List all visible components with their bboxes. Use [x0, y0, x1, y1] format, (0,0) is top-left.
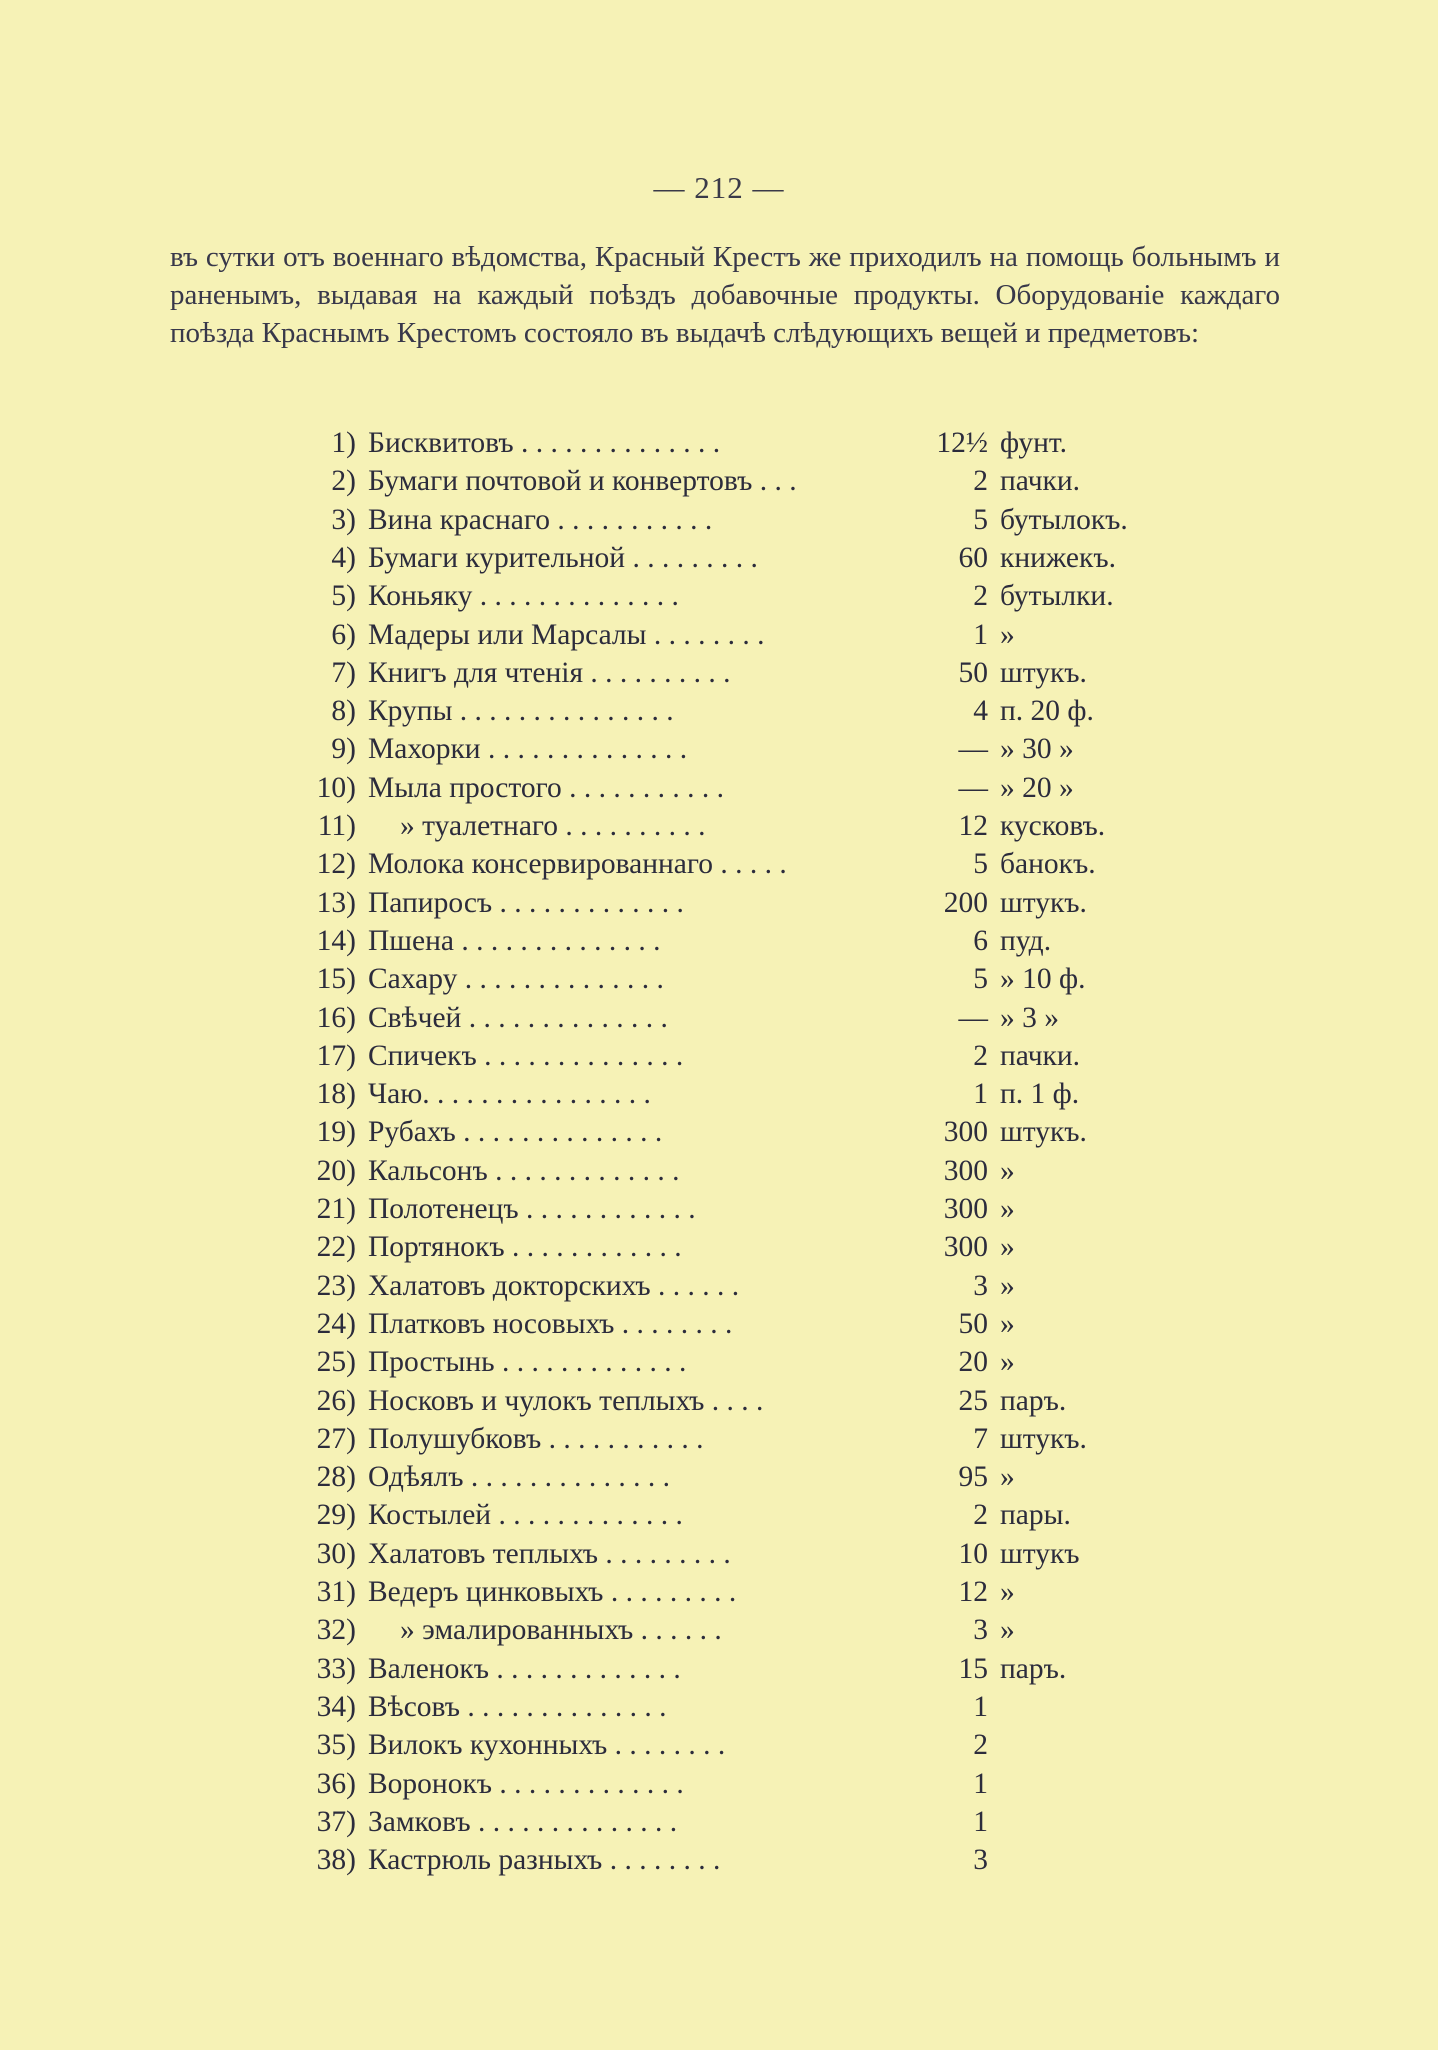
item-unit: банокъ.	[1000, 848, 1096, 881]
item-number: 35)	[316, 1729, 356, 1762]
list-item	[0, 1343, 1438, 1381]
list-item	[0, 769, 1438, 807]
item-name: Бумаги курительной . . . . . . . . .	[368, 541, 758, 574]
list-item	[0, 1765, 1438, 1803]
item-unit: »	[1000, 618, 1015, 651]
item-number: 28)	[316, 1461, 356, 1494]
list-item	[0, 1113, 1438, 1151]
item-number: 3)	[331, 503, 356, 536]
item-unit: п. 1 ф.	[1000, 1078, 1080, 1111]
item-quantity: 50	[958, 1307, 988, 1340]
list-item	[0, 730, 1438, 768]
item-name: Ведеръ цинковыхъ . . . . . . . . .	[368, 1576, 737, 1608]
item-number: 1)	[331, 427, 356, 459]
item-name: Полотенецъ . . . . . . . . . . . .	[368, 1193, 696, 1225]
item-name: Одѣялъ . . . . . . . . . . . . . .	[368, 1461, 670, 1494]
item-quantity: —	[958, 1001, 988, 1034]
list-item	[0, 1458, 1438, 1496]
list-item	[0, 1726, 1438, 1764]
item-quantity: 7	[973, 1422, 988, 1455]
item-name: Валенокъ . . . . . . . . . . . . .	[368, 1652, 681, 1685]
item-unit: » 30 »	[1000, 733, 1074, 766]
item-unit: »	[1000, 1154, 1015, 1187]
item-number: 18)	[316, 1078, 356, 1111]
item-number: 10)	[316, 771, 356, 804]
list-item	[0, 884, 1438, 922]
item-number: 32)	[316, 1614, 356, 1647]
list-item	[0, 462, 1438, 500]
item-number: 29)	[316, 1499, 356, 1532]
list-item	[0, 1535, 1438, 1573]
list-item	[0, 1037, 1438, 1075]
item-quantity: 1	[973, 1690, 988, 1723]
item-unit: »	[1000, 1193, 1015, 1225]
item-quantity: 20	[958, 1346, 988, 1379]
item-quantity: 12½	[936, 427, 988, 459]
item-unit: »	[1000, 1576, 1015, 1608]
intro-paragraph: въ сутки отъ военнаго вѣдомства, Красный Крестъ же приходилъ на помощь больнымъ и раненымъ, выдавая на каждый поѣздъ добавочные продукты. Оборудованіе каждаго поѣзда Краснымъ Крестомъ состояло въ выдачѣ слѣдующихъ вещей и предметовъ:	[170, 241, 1280, 349]
item-number: 31)	[316, 1576, 356, 1608]
item-quantity: 50	[958, 656, 988, 689]
item-unit: » 20 »	[1000, 771, 1074, 804]
item-unit: паръ.	[1000, 1652, 1067, 1685]
item-number: 34)	[316, 1690, 356, 1723]
item-unit: » 3 »	[1000, 1001, 1059, 1034]
item-quantity: 3	[973, 1844, 988, 1877]
item-number: 19)	[316, 1116, 356, 1149]
item-unit: кусковъ.	[1000, 810, 1106, 842]
item-number: 26)	[316, 1384, 356, 1417]
item-number: 21)	[316, 1193, 356, 1225]
item-name: Мыла простого . . . . . . . . . . .	[368, 771, 724, 804]
item-name: Платковъ носовыхъ . . . . . . . .	[368, 1307, 733, 1340]
item-name: Спичекъ . . . . . . . . . . . . . .	[368, 1039, 684, 1072]
item-number: 36)	[316, 1767, 356, 1800]
item-quantity: 5	[973, 503, 988, 536]
item-number: 17)	[316, 1039, 356, 1072]
item-name: Полушубковъ . . . . . . . . . . .	[368, 1422, 704, 1455]
list-item	[0, 1267, 1438, 1305]
item-unit: п. 20 ф.	[1000, 695, 1094, 728]
item-name: Бумаги почтовой и конвертовъ . . .	[368, 465, 797, 498]
item-name: Рубахъ . . . . . . . . . . . . . .	[368, 1116, 663, 1149]
list-item	[0, 1228, 1438, 1266]
item-number: 7)	[331, 656, 356, 689]
item-quantity: 12	[958, 1576, 988, 1608]
item-number: 20)	[316, 1154, 356, 1187]
item-quantity: 60	[958, 541, 988, 574]
item-unit: »	[1000, 1231, 1015, 1264]
item-quantity: 1	[973, 618, 988, 651]
item-unit: штукъ.	[1000, 1422, 1087, 1455]
item-unit: штукъ.	[1000, 1116, 1087, 1149]
list-item	[0, 1688, 1438, 1726]
item-name: Свѣчей . . . . . . . . . . . . . .	[368, 1001, 668, 1034]
item-name: Бисквитовъ . . . . . . . . . . . . . .	[368, 427, 721, 459]
item-name: Вилокъ кухонныхъ . . . . . . . .	[368, 1729, 726, 1762]
item-unit: паръ.	[1000, 1384, 1067, 1417]
item-unit: »	[1000, 1269, 1015, 1302]
list-item	[0, 1841, 1438, 1879]
item-quantity: —	[958, 771, 988, 804]
item-quantity: 300	[943, 1116, 988, 1149]
list-item	[0, 616, 1438, 654]
item-number: 38)	[316, 1844, 356, 1877]
list-item	[0, 1650, 1438, 1688]
item-number: 8)	[331, 695, 356, 728]
item-number: 6)	[331, 618, 356, 651]
item-name: » эмалированныхъ . . . . . .	[400, 1614, 722, 1647]
list-item	[0, 960, 1438, 998]
item-quantity: 300	[943, 1193, 988, 1225]
list-item	[0, 1305, 1438, 1343]
item-name: Вина краснаго . . . . . . . . . . .	[368, 503, 713, 536]
item-unit: книжекъ.	[1000, 541, 1116, 574]
item-name: Молока консервированнаго . . . . .	[368, 848, 787, 881]
list-item	[0, 1382, 1438, 1420]
item-unit: »	[1000, 1614, 1015, 1647]
list-item	[0, 1190, 1438, 1228]
item-unit: штукъ.	[1000, 656, 1087, 689]
item-unit: пары.	[1000, 1499, 1071, 1532]
item-quantity: 2	[973, 465, 988, 498]
item-number: 24)	[316, 1307, 356, 1340]
item-quantity: 200	[943, 886, 988, 919]
list-item	[0, 845, 1438, 883]
item-name: Крупы . . . . . . . . . . . . . . .	[368, 695, 674, 728]
list-item	[0, 999, 1438, 1037]
item-quantity: 5	[973, 963, 988, 996]
item-number: 11)	[317, 810, 356, 842]
item-quantity: 300	[943, 1154, 988, 1187]
page-number: — 212 —	[653, 170, 785, 205]
item-name: » туалетнаго . . . . . . . . . .	[400, 810, 706, 842]
item-number: 27)	[316, 1422, 356, 1455]
item-name: Халатовъ теплыхъ . . . . . . . . .	[368, 1537, 731, 1570]
item-name: Книгъ для чтенія . . . . . . . . . .	[368, 656, 731, 689]
item-number: 4)	[331, 541, 356, 574]
item-unit: пачки.	[1000, 1039, 1081, 1072]
item-name: Простынь . . . . . . . . . . . . .	[368, 1346, 687, 1379]
item-unit: »	[1000, 1461, 1015, 1494]
item-quantity: 10	[958, 1537, 988, 1570]
item-unit: фунт.	[1000, 427, 1067, 459]
list-item	[0, 1496, 1438, 1534]
item-number: 15)	[316, 963, 356, 996]
item-name: Костылей . . . . . . . . . . . . .	[368, 1499, 683, 1532]
item-quantity: 2	[973, 1499, 988, 1532]
item-unit: бутылки.	[1000, 580, 1114, 613]
item-quantity: 12	[958, 810, 988, 842]
item-quantity: 1	[973, 1805, 988, 1838]
list-item	[0, 692, 1438, 730]
item-name: Вѣсовъ . . . . . . . . . . . . . .	[368, 1690, 667, 1723]
item-number: 12)	[316, 848, 356, 881]
item-name: Сахару . . . . . . . . . . . . . .	[368, 963, 664, 996]
item-quantity: —	[958, 733, 988, 766]
item-name: Пшена . . . . . . . . . . . . . .	[368, 924, 661, 957]
list-item	[0, 807, 1438, 845]
item-unit: пуд.	[1000, 924, 1052, 957]
item-unit: » 10 ф.	[1000, 963, 1086, 996]
item-quantity: 3	[973, 1269, 988, 1302]
item-quantity: 25	[958, 1384, 988, 1417]
list-item	[0, 1573, 1438, 1611]
item-number: 22)	[316, 1231, 356, 1264]
list-item	[0, 1611, 1438, 1649]
item-name: Коньяку . . . . . . . . . . . . . .	[368, 580, 679, 613]
item-unit: штукъ	[1000, 1537, 1080, 1570]
item-number: 33)	[316, 1652, 356, 1685]
item-unit: бутылокъ.	[1000, 503, 1128, 536]
item-number: 25)	[316, 1346, 356, 1379]
item-number: 9)	[331, 733, 356, 766]
item-name: Кальсонъ . . . . . . . . . . . . .	[368, 1154, 680, 1187]
item-quantity: 1	[973, 1078, 988, 1111]
list-item	[0, 1075, 1438, 1113]
item-quantity: 6	[973, 924, 988, 957]
item-name: Махорки . . . . . . . . . . . . . .	[368, 733, 688, 766]
item-number: 30)	[316, 1537, 356, 1570]
item-name: Папиросъ . . . . . . . . . . . . .	[368, 886, 684, 919]
list-item	[0, 922, 1438, 960]
list-item	[0, 501, 1438, 539]
item-quantity: 300	[943, 1231, 988, 1264]
item-name: Кастрюль разныхъ . . . . . . . .	[368, 1844, 721, 1877]
list-item	[0, 424, 1438, 462]
item-number: 5)	[331, 580, 356, 613]
item-number: 14)	[316, 924, 356, 957]
item-quantity: 4	[973, 695, 988, 728]
item-number: 37)	[316, 1805, 356, 1838]
item-number: 13)	[316, 886, 356, 919]
item-name: Замковъ . . . . . . . . . . . . . .	[368, 1805, 678, 1838]
item-name: Портянокъ . . . . . . . . . . . .	[368, 1231, 682, 1264]
list-item	[0, 577, 1438, 615]
item-quantity: 2	[973, 1729, 988, 1762]
list-item	[0, 654, 1438, 692]
item-name: Носковъ и чулокъ теплыхъ . . . .	[368, 1384, 764, 1417]
list-item	[0, 539, 1438, 577]
item-number: 2)	[331, 465, 356, 498]
item-unit: »	[1000, 1307, 1015, 1340]
item-name: Воронокъ . . . . . . . . . . . . .	[368, 1767, 684, 1800]
item-quantity: 2	[973, 580, 988, 613]
item-name: Чаю. . . . . . . . . . . . . . . .	[368, 1078, 651, 1111]
item-unit: штукъ.	[1000, 886, 1087, 919]
item-number: 23)	[316, 1269, 356, 1302]
item-quantity: 15	[958, 1652, 988, 1685]
item-quantity: 2	[973, 1039, 988, 1072]
item-unit: пачки.	[1000, 465, 1081, 498]
list-item	[0, 1420, 1438, 1458]
item-unit: »	[1000, 1346, 1015, 1379]
item-quantity: 3	[973, 1614, 988, 1647]
item-quantity: 95	[958, 1461, 988, 1494]
item-number: 16)	[316, 1001, 356, 1034]
item-quantity: 1	[973, 1767, 988, 1800]
list-item	[0, 1803, 1438, 1841]
list-item	[0, 1152, 1438, 1190]
item-name: Халатовъ докторскихъ . . . . . .	[368, 1269, 740, 1302]
item-quantity: 5	[973, 848, 988, 881]
item-name: Мадеры или Марсалы . . . . . . . .	[368, 618, 765, 651]
